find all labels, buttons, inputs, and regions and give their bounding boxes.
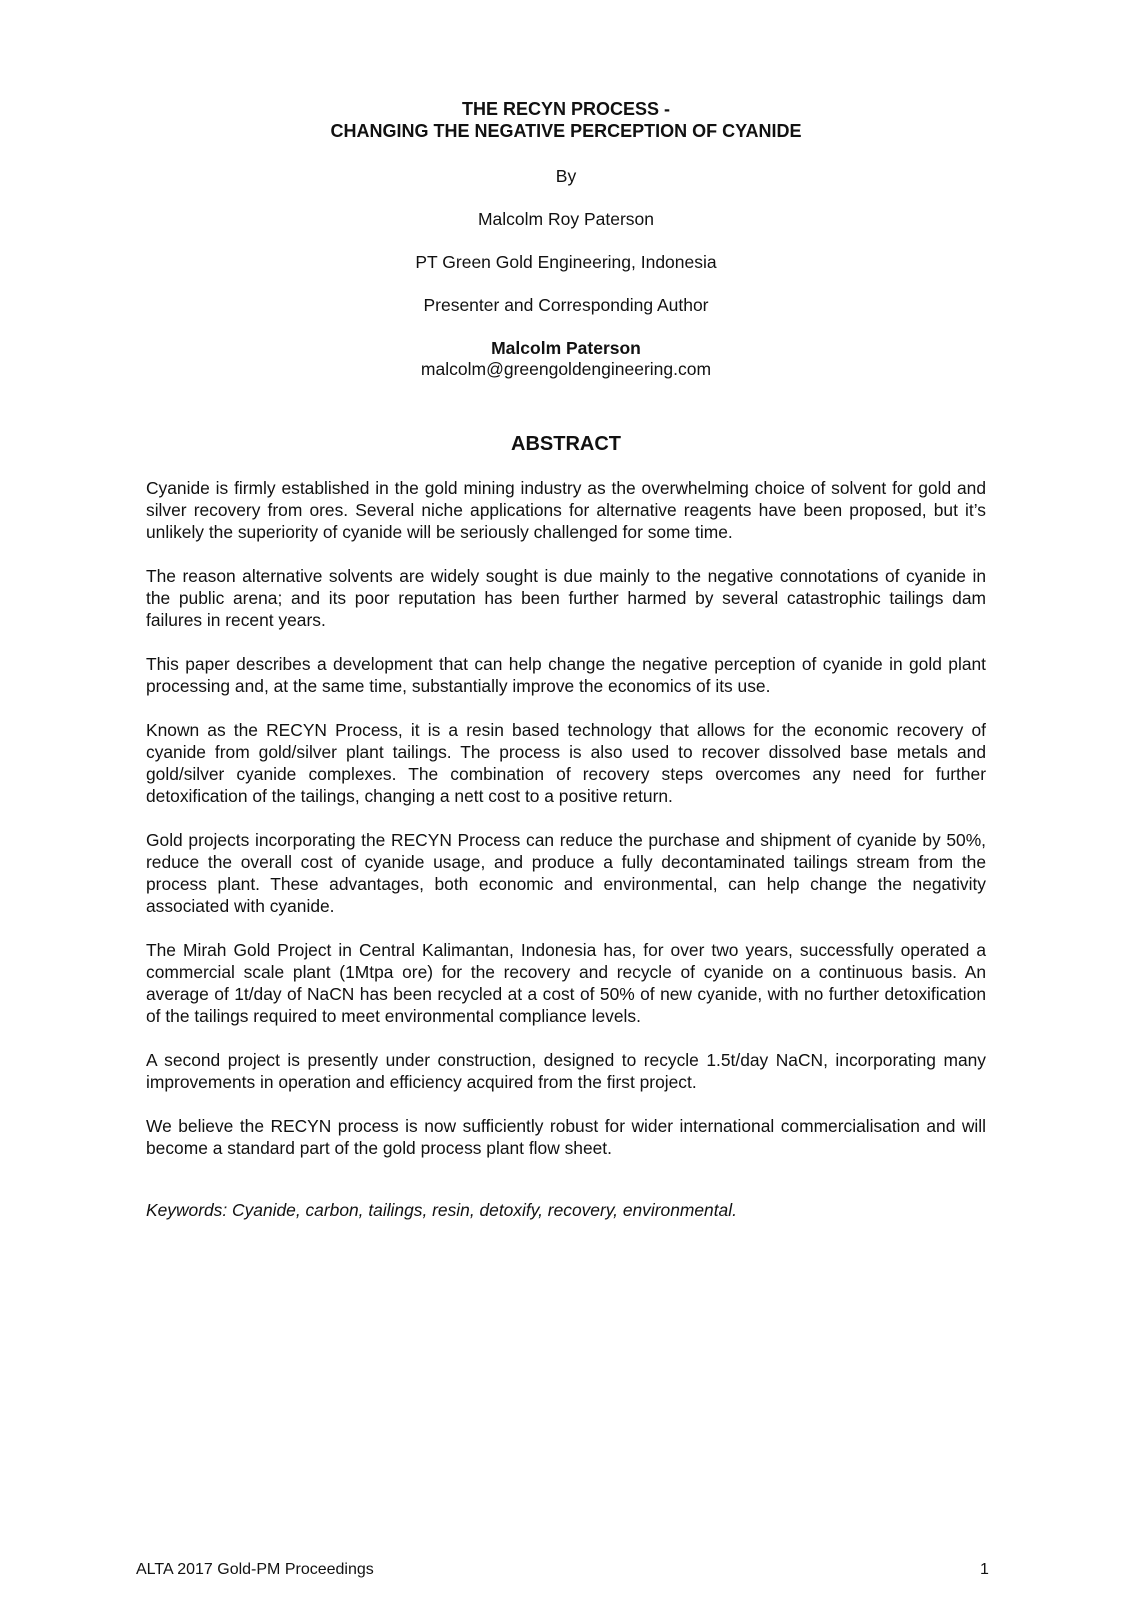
abstract-paragraph: Cyanide is firmly established in the gold mining industry as the overwhelming choice of solvent for gold and silver recovery from ores. Several niche applications for alternative reagents have been proposed, but it’s unlikely the superiority of cyanide will be seriously challenged for some time.: [146, 478, 986, 542]
abstract-paragraph: Gold projects incorporating the RECYN Process can reduce the purchase and shipment of cyanide by 50%, reduce the overall cost of cyanide usage, and produce a fully decontaminated tailings stream from the process plant. These advantages, both economic and environmental, can help change the negativity associated with cyanide.: [146, 830, 986, 916]
abstract-body: [146, 477, 986, 1181]
abstract-paragraph: The reason alternative solvents are widely sought is due mainly to the negative connotations of cyanide in the public arena; and its poor reputation has been further harmed by several catastrophic tailings dam failures in recent years.: [146, 566, 986, 630]
paper-title: [0, 98, 1132, 142]
abstract-heading: ABSTRACT: [511, 433, 621, 455]
contact-email: malcolm@greengoldengineering.com: [420, 359, 712, 379]
author-affiliation: PT Green Gold Engineering, Indonesia: [415, 252, 717, 272]
keywords: Keywords: Cyanide, carbon, tailings, resin, detoxify, recovery, environmental.: [146, 1200, 737, 1220]
page-number: 1: [980, 1561, 989, 1578]
abstract-paragraph: The Mirah Gold Project in Central Kalimantan, Indonesia has, for over two years, successfully operated a commercial scale plant (1Mtpa ore) for the recovery and recycle of cyanide on a continuous basis. An average of 1t/day of NaCN has been recycled at a cost of 50% of new cyanide, with no further detoxification of the tailings required to meet environmental compliance levels.: [146, 940, 986, 1026]
footer-proceedings: ALTA 2017 Gold-PM Proceedings: [136, 1561, 374, 1578]
byline-by: By: [555, 166, 577, 186]
title-line-1: THE RECYN PROCESS -: [461, 99, 671, 119]
author-role: Presenter and Corresponding Author: [423, 295, 709, 315]
contact-name: Malcolm Paterson: [491, 338, 641, 358]
title-line-2: CHANGING THE NEGATIVE PERCEPTION OF CYANIDE: [330, 121, 802, 141]
abstract-paragraph: This paper describes a development that can help change the negative perception of cyanide in gold plant processing and, at the same time, substantially improve the economics of its use.: [146, 654, 986, 696]
abstract-paragraph: Known as the RECYN Process, it is a resin based technology that allows for the economic recovery of cyanide from gold/silver plant tailings. The process is also used to recover dissolved base metals and gold/silver cyanide complexes. The combination of recovery steps overcomes any need for further detoxification of the tailings, changing a nett cost to a positive return.: [146, 720, 986, 806]
author-name: Malcolm Roy Paterson: [477, 209, 655, 229]
abstract-paragraph: We believe the RECYN process is now sufficiently robust for wider international commercialisation and will become a standard part of the gold process plant flow sheet.: [146, 1116, 986, 1158]
abstract-paragraph: A second project is presently under construction, designed to recycle 1.5t/day NaCN, incorporating many improvements in operation and efficiency acquired from the first project.: [146, 1050, 986, 1092]
